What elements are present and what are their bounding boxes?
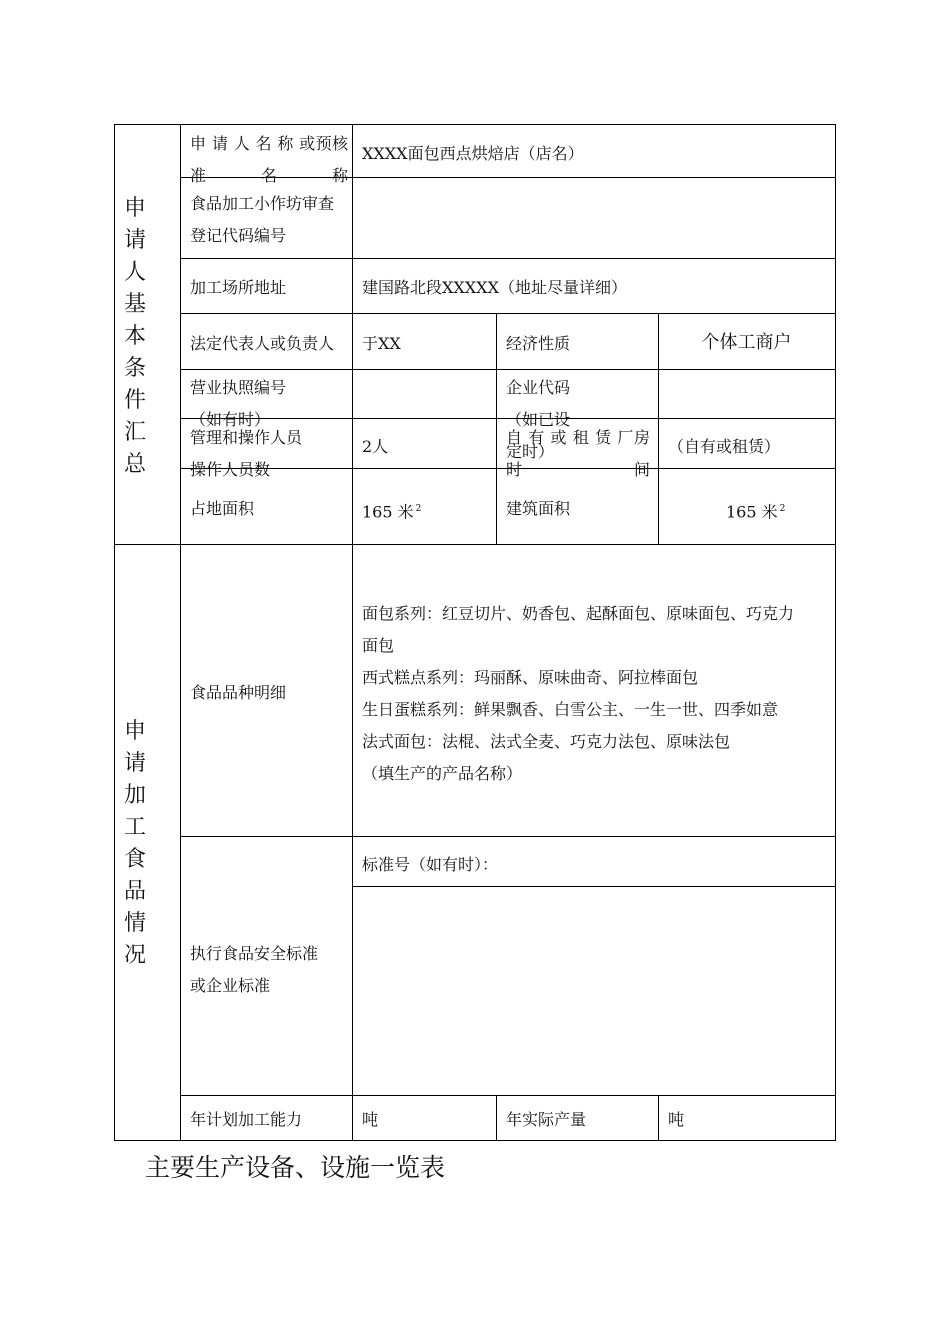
legal-rep-value: 于XX: [362, 334, 401, 353]
food-line: （填生产的产品名称）: [362, 764, 523, 783]
table-border-right: [835, 124, 836, 1141]
license-label: [190, 372, 350, 429]
table-border-left: [114, 124, 115, 1141]
col-line: [496, 313, 497, 544]
build-area-label: 建筑面积: [506, 499, 571, 518]
address-value: 建国路北段XXXXX（地址尽量详细）: [362, 278, 627, 297]
build-area-number: 165 米: [726, 502, 778, 522]
address-label: 加工场所地址: [190, 278, 287, 297]
enterprise-code-label-text: 企业代码（如已设定时）: [506, 378, 571, 461]
standard-label: [190, 938, 330, 1002]
economy-value: 个体工商户: [701, 332, 792, 353]
land-area-label: 占地面积: [190, 499, 255, 518]
section2-label: 申请加工食品情况: [123, 719, 146, 968]
food-label: 食品品种明细: [190, 683, 287, 702]
table-border-bottom: [114, 1140, 836, 1141]
build-area-value: [726, 493, 834, 528]
equipment-list-title: 主要生产设备、设施一览表: [145, 1153, 446, 1182]
food-line: 法式面包：法棍、法式全麦、巧克力法包、原味法包: [362, 732, 731, 751]
reg-code-label: 食品加工小作坊审查登记代码编号: [190, 194, 335, 245]
economy-label: 经济性质: [506, 334, 571, 353]
owned-label-text: 自 有 或 租 赁 厂房时间: [506, 428, 650, 479]
staff-label: [190, 422, 350, 479]
applicant-name-value: XXXX面包西点烘焙店（店名）: [362, 144, 584, 163]
section1-label: 申请人基本条件汇总: [123, 196, 146, 477]
row-line: [180, 369, 836, 370]
table-border-top: [114, 124, 836, 125]
food-line: 生日蛋糕系列：鲜果飘香、白雪公主、一生一世、四季如意: [362, 700, 779, 719]
row-line: [180, 1095, 836, 1096]
land-area-number: 165 米: [362, 502, 414, 522]
standard-label-text: 执行食品安全标准或企业标准: [190, 944, 319, 995]
actual-output-value: 吨: [668, 1110, 685, 1129]
owned-label: [506, 422, 654, 479]
col-line: [658, 1095, 659, 1141]
row-line: [180, 836, 836, 837]
plan-capacity-value: 吨: [362, 1110, 379, 1129]
col-line: [496, 1095, 497, 1141]
food-details: [362, 598, 832, 790]
license-label-text: 营业执照编号（如有时）: [190, 378, 287, 429]
land-area-value: [362, 493, 492, 528]
row-line: [352, 886, 836, 887]
standard-no-label: 标准号（如有时）：: [362, 855, 499, 874]
food-line: 面包: [362, 636, 395, 655]
actual-output-label: 年实际产量: [506, 1110, 587, 1129]
row-line: [180, 313, 836, 314]
applicant-name-label-text: 申 请 人 名 称 或预核准名称: [190, 134, 348, 185]
applicant-name-label: [190, 128, 348, 185]
land-area-unit-superscript: 2: [415, 504, 422, 514]
section-divider: [114, 544, 836, 545]
food-line: 面包系列：红豆切片、奶香包、起酥面包、原味面包、巧克力: [362, 604, 795, 623]
owned-value: （自有或租赁）: [668, 437, 781, 456]
plan-capacity-label: 年计划加工能力: [190, 1110, 303, 1129]
staff-value: 2人: [362, 437, 389, 456]
build-area-unit-superscript: 2: [779, 504, 786, 514]
label-value-divider: [352, 124, 353, 1141]
row-line: [180, 258, 836, 259]
section-label-divider: [180, 124, 181, 1141]
legal-rep-label: 法定代表人或负责人: [190, 334, 335, 353]
staff-label-text: 管理和操作人员操作人员数: [190, 428, 303, 479]
food-line: 西式糕点系列：玛丽酥、原味曲奇、阿拉棒面包: [362, 668, 699, 687]
